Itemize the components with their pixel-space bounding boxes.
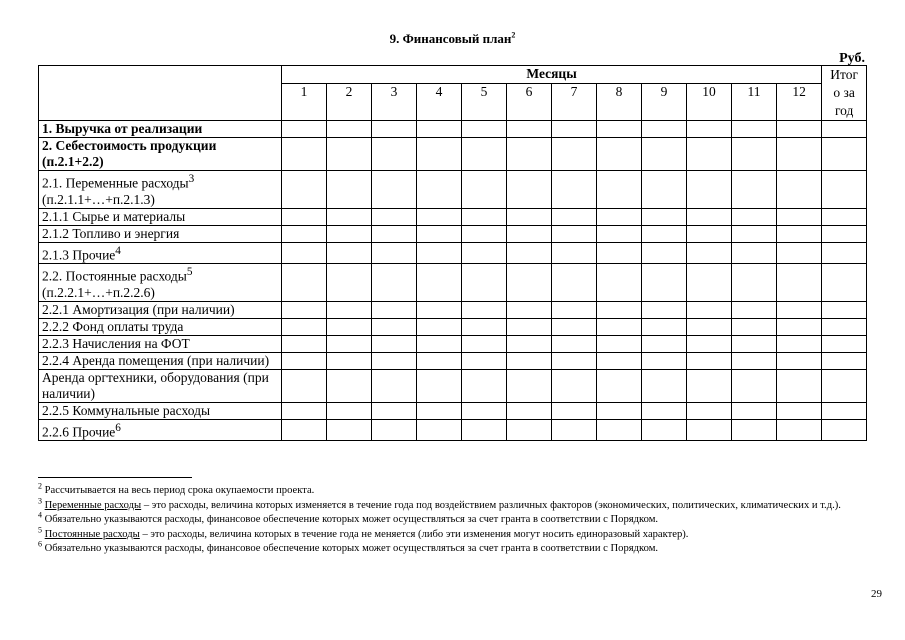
month-value-cell[interactable] <box>777 208 822 225</box>
month-value-cell[interactable] <box>777 419 822 441</box>
year-total-cell[interactable] <box>822 335 867 352</box>
table-row <box>39 225 867 242</box>
month-value-cell[interactable] <box>642 138 687 171</box>
month-value-cell[interactable] <box>687 264 732 302</box>
month-number-10: 10 <box>687 83 732 120</box>
month-number-12: 12 <box>777 83 822 120</box>
month-value-cell[interactable] <box>687 352 732 369</box>
month-value-cell[interactable] <box>372 264 417 302</box>
month-value-cell[interactable] <box>777 264 822 302</box>
month-value-cell[interactable] <box>552 264 597 302</box>
year-total-cell[interactable] <box>822 369 867 402</box>
year-total-cell[interactable] <box>822 121 867 138</box>
month-value-cell[interactable] <box>687 171 732 209</box>
table-row <box>39 301 867 318</box>
year-total-cell[interactable] <box>822 225 867 242</box>
month-value-cell[interactable] <box>642 318 687 335</box>
month-value-cell[interactable] <box>687 318 732 335</box>
month-value-cell[interactable] <box>597 171 642 209</box>
month-value-cell[interactable] <box>372 335 417 352</box>
month-value-cell[interactable] <box>462 138 507 171</box>
month-value-cell[interactable] <box>777 138 822 171</box>
month-value-cell[interactable] <box>777 369 822 402</box>
month-value-cell[interactable] <box>732 318 777 335</box>
month-value-cell[interactable] <box>507 208 552 225</box>
month-number-1: 1 <box>282 83 327 120</box>
month-value-cell[interactable] <box>642 208 687 225</box>
month-value-cell[interactable] <box>552 369 597 402</box>
month-value-cell[interactable] <box>372 138 417 171</box>
month-value-cell[interactable] <box>552 335 597 352</box>
row-label: 2.2.4 Аренда помещения (при наличии) <box>39 352 282 369</box>
month-number-9: 9 <box>642 83 687 120</box>
month-value-cell[interactable] <box>372 419 417 441</box>
row-label: 2.2.2 Фонд оплаты труда <box>39 318 282 335</box>
month-value-cell[interactable] <box>327 318 372 335</box>
month-value-cell[interactable] <box>417 352 462 369</box>
page-number: 29 <box>871 588 882 600</box>
month-value-cell[interactable] <box>417 318 462 335</box>
month-value-cell[interactable] <box>597 208 642 225</box>
month-value-cell[interactable] <box>732 402 777 419</box>
month-value-cell[interactable] <box>687 208 732 225</box>
month-value-cell[interactable] <box>732 138 777 171</box>
month-value-cell[interactable] <box>282 352 327 369</box>
month-value-cell[interactable] <box>687 225 732 242</box>
row-label: 2.2. Постоянные расходы$^5$ (п.2.2.1+…+п.2.2.6) <box>39 264 282 302</box>
month-value-cell[interactable] <box>732 352 777 369</box>
row-label: 2.2.3 Начисления на ФОТ <box>39 335 282 352</box>
month-value-cell[interactable] <box>507 225 552 242</box>
month-value-cell[interactable] <box>777 171 822 209</box>
month-value-cell[interactable] <box>597 402 642 419</box>
table-row <box>39 419 867 441</box>
row-label: 2.1.2 Топливо и энергия <box>39 225 282 242</box>
month-value-cell[interactable] <box>282 264 327 302</box>
table-row <box>39 402 867 419</box>
footnote-divider <box>38 477 192 478</box>
month-value-cell[interactable] <box>642 225 687 242</box>
month-number-5: 5 <box>462 83 507 120</box>
month-value-cell[interactable] <box>597 264 642 302</box>
footnotes <box>38 481 882 557</box>
month-value-cell[interactable] <box>327 335 372 352</box>
month-value-cell[interactable] <box>597 225 642 242</box>
month-value-cell[interactable] <box>732 171 777 209</box>
table-row <box>39 242 867 264</box>
year-total-cell[interactable] <box>822 242 867 264</box>
month-value-cell[interactable] <box>327 301 372 318</box>
month-value-cell[interactable] <box>327 242 372 264</box>
month-value-cell[interactable] <box>732 242 777 264</box>
month-value-cell[interactable] <box>687 402 732 419</box>
month-value-cell[interactable] <box>282 242 327 264</box>
month-value-cell[interactable] <box>327 225 372 242</box>
year-total-cell[interactable] <box>822 419 867 441</box>
footnote-6: $^6$ Обязательно указываются расходы, финансовое обеспечение которых может осуществляться за счет гранта в соответствии с Порядком. <box>38 539 659 555</box>
row-label: 2.1.1 Сырье и материалы <box>39 208 282 225</box>
month-value-cell[interactable] <box>417 121 462 138</box>
table-row <box>39 335 867 352</box>
month-value-cell[interactable] <box>507 171 552 209</box>
month-value-cell[interactable] <box>372 369 417 402</box>
table-row <box>39 138 867 171</box>
month-value-cell[interactable] <box>462 419 507 441</box>
currency-label: Руб. <box>839 51 865 66</box>
month-value-cell[interactable] <box>372 402 417 419</box>
month-value-cell[interactable] <box>327 369 372 402</box>
month-number-3: 3 <box>372 83 417 120</box>
month-value-cell[interactable] <box>327 121 372 138</box>
month-value-cell[interactable] <box>462 301 507 318</box>
month-value-cell[interactable] <box>777 335 822 352</box>
month-value-cell[interactable] <box>282 138 327 171</box>
month-value-cell[interactable] <box>372 242 417 264</box>
month-value-cell[interactable] <box>777 352 822 369</box>
month-value-cell[interactable] <box>597 318 642 335</box>
month-value-cell[interactable] <box>597 138 642 171</box>
month-value-cell[interactable] <box>732 121 777 138</box>
month-value-cell[interactable] <box>732 208 777 225</box>
month-value-cell[interactable] <box>372 171 417 209</box>
row-label: 2.1.3 Прочие$^4$ <box>39 242 282 264</box>
month-value-cell[interactable] <box>642 369 687 402</box>
month-value-cell[interactable] <box>552 242 597 264</box>
month-value-cell[interactable] <box>777 301 822 318</box>
month-value-cell[interactable] <box>732 225 777 242</box>
month-value-cell[interactable] <box>417 402 462 419</box>
month-value-cell[interactable] <box>732 301 777 318</box>
month-value-cell[interactable] <box>417 171 462 209</box>
month-value-cell[interactable] <box>642 402 687 419</box>
year-total-cell[interactable] <box>822 208 867 225</box>
month-value-cell[interactable] <box>327 171 372 209</box>
year-total-cell[interactable] <box>822 402 867 419</box>
month-value-cell[interactable] <box>552 352 597 369</box>
month-value-cell[interactable] <box>462 264 507 302</box>
month-value-cell[interactable] <box>507 242 552 264</box>
month-value-cell[interactable] <box>597 121 642 138</box>
month-value-cell[interactable] <box>777 242 822 264</box>
row-label: Аренда оргтехники, оборудования (при наличии) <box>39 369 282 402</box>
month-value-cell[interactable] <box>507 121 552 138</box>
month-value-cell[interactable] <box>372 301 417 318</box>
footnote-5: $^5$ Постоянные расходы – это расходы, величина которых в течение года не меняется (либо эти изменения могут носить единоразовый характер). <box>38 525 689 540</box>
month-value-cell[interactable] <box>777 121 822 138</box>
row-label: 2. Себестоимость продукции (п.2.1+2.2) <box>39 138 282 171</box>
month-value-cell[interactable] <box>417 208 462 225</box>
table-row <box>39 352 867 369</box>
table-row <box>39 208 867 225</box>
month-value-cell[interactable] <box>552 208 597 225</box>
month-value-cell[interactable] <box>462 208 507 225</box>
month-value-cell[interactable] <box>462 402 507 419</box>
row-label: 1. Выручка от реализации <box>39 121 282 138</box>
month-value-cell[interactable] <box>552 121 597 138</box>
month-value-cell[interactable] <box>687 369 732 402</box>
month-value-cell[interactable] <box>282 208 327 225</box>
month-value-cell[interactable] <box>552 171 597 209</box>
month-value-cell[interactable] <box>372 318 417 335</box>
month-value-cell[interactable] <box>597 242 642 264</box>
row-label: 2.2.1 Амортизация (при наличии) <box>39 301 282 318</box>
month-value-cell[interactable] <box>597 369 642 402</box>
table-row <box>39 318 867 335</box>
month-value-cell[interactable] <box>462 121 507 138</box>
month-value-cell[interactable] <box>282 225 327 242</box>
month-value-cell[interactable] <box>507 352 552 369</box>
year-total-cell[interactable] <box>822 301 867 318</box>
month-value-cell[interactable] <box>642 352 687 369</box>
month-value-cell[interactable] <box>462 335 507 352</box>
financial-plan-table <box>38 65 867 441</box>
month-value-cell[interactable] <box>417 419 462 441</box>
footnote-2: $^2$ Рассчитывается на весь период срока окупаемости проекта. <box>38 481 315 496</box>
month-value-cell[interactable] <box>417 264 462 302</box>
month-value-cell[interactable] <box>687 335 732 352</box>
month-value-cell[interactable] <box>642 419 687 441</box>
month-value-cell[interactable] <box>597 335 642 352</box>
month-value-cell[interactable] <box>462 225 507 242</box>
month-value-cell[interactable] <box>687 419 732 441</box>
table-row <box>39 369 867 402</box>
month-number-8: 8 <box>597 83 642 120</box>
month-value-cell[interactable] <box>327 138 372 171</box>
row-label: 2.1. Переменные расходы$^3$ (п.2.1.1+…+п.2.1.3) <box>39 171 282 209</box>
month-value-cell[interactable] <box>462 171 507 209</box>
month-value-cell[interactable] <box>507 369 552 402</box>
month-value-cell[interactable] <box>507 301 552 318</box>
month-value-cell[interactable] <box>372 225 417 242</box>
month-value-cell[interactable] <box>642 335 687 352</box>
footnote-3: $^3$ Переменные расходы – это расходы, величина которых изменяется в течение года под воздействием различных факторов (экономических, политических, климатических и т.д.). <box>38 496 841 511</box>
month-value-cell[interactable] <box>282 121 327 138</box>
month-value-cell[interactable] <box>417 138 462 171</box>
month-number-6: 6 <box>507 83 552 120</box>
month-value-cell[interactable] <box>372 208 417 225</box>
year-total-cell[interactable] <box>822 264 867 302</box>
month-value-cell[interactable] <box>327 402 372 419</box>
month-value-cell[interactable] <box>732 335 777 352</box>
month-value-cell[interactable] <box>507 264 552 302</box>
month-value-cell[interactable] <box>732 264 777 302</box>
month-value-cell[interactable] <box>282 301 327 318</box>
month-value-cell[interactable] <box>507 419 552 441</box>
month-value-cell[interactable] <box>642 242 687 264</box>
month-value-cell[interactable] <box>417 369 462 402</box>
month-value-cell[interactable] <box>462 352 507 369</box>
year-total-cell[interactable] <box>822 171 867 209</box>
item-header-cell <box>39 66 282 121</box>
footnote-4: $^4$ Обязательно указываются расходы, финансовое обеспечение которых может осуществляться за счет гранта в соответствии с Порядком. <box>38 510 659 526</box>
months-header: Месяцы <box>282 66 822 84</box>
month-value-cell[interactable] <box>417 335 462 352</box>
month-value-cell[interactable] <box>372 352 417 369</box>
table-row <box>39 121 867 138</box>
year-total-cell[interactable] <box>822 352 867 369</box>
month-value-cell[interactable] <box>597 352 642 369</box>
month-value-cell[interactable] <box>462 242 507 264</box>
month-value-cell[interactable] <box>507 318 552 335</box>
year-total-cell[interactable] <box>822 318 867 335</box>
month-value-cell[interactable] <box>552 402 597 419</box>
month-value-cell[interactable] <box>642 121 687 138</box>
month-value-cell[interactable] <box>507 402 552 419</box>
month-value-cell[interactable] <box>552 419 597 441</box>
month-value-cell[interactable] <box>282 369 327 402</box>
month-value-cell[interactable] <box>327 208 372 225</box>
month-value-cell[interactable] <box>597 419 642 441</box>
month-number-7: 7 <box>552 83 597 120</box>
month-value-cell[interactable] <box>282 318 327 335</box>
table-row <box>39 264 867 302</box>
month-value-cell[interactable] <box>507 335 552 352</box>
month-value-cell[interactable] <box>687 121 732 138</box>
month-value-cell[interactable] <box>552 318 597 335</box>
month-number-4: 4 <box>417 83 462 120</box>
month-value-cell[interactable] <box>732 369 777 402</box>
month-value-cell[interactable] <box>372 121 417 138</box>
month-value-cell[interactable] <box>417 242 462 264</box>
month-value-cell[interactable] <box>552 225 597 242</box>
month-number-2: 2 <box>327 83 372 120</box>
month-number-11: 11 <box>732 83 777 120</box>
month-value-cell[interactable] <box>507 138 552 171</box>
month-value-cell[interactable] <box>642 171 687 209</box>
year-total-header: Итог о за год <box>822 66 867 121</box>
row-label: 2.2.6 Прочие$^6$ <box>39 419 282 441</box>
month-value-cell[interactable] <box>687 301 732 318</box>
month-value-cell[interactable] <box>642 301 687 318</box>
month-value-cell[interactable] <box>282 419 327 441</box>
month-value-cell[interactable] <box>417 225 462 242</box>
months-header-row <box>39 66 867 84</box>
month-value-cell[interactable] <box>282 402 327 419</box>
month-value-cell[interactable] <box>777 402 822 419</box>
month-value-cell[interactable] <box>777 318 822 335</box>
month-value-cell[interactable] <box>417 301 462 318</box>
table-row <box>39 171 867 209</box>
row-label: 2.2.5 Коммунальные расходы <box>39 402 282 419</box>
month-value-cell[interactable] <box>552 138 597 171</box>
month-value-cell[interactable] <box>687 242 732 264</box>
month-value-cell[interactable] <box>777 225 822 242</box>
month-value-cell[interactable] <box>462 369 507 402</box>
month-value-cell[interactable] <box>327 352 372 369</box>
month-value-cell[interactable] <box>687 138 732 171</box>
month-value-cell[interactable] <box>552 301 597 318</box>
month-value-cell[interactable] <box>462 318 507 335</box>
month-value-cell[interactable] <box>282 171 327 209</box>
month-value-cell[interactable] <box>732 419 777 441</box>
month-value-cell[interactable] <box>327 419 372 441</box>
month-value-cell[interactable] <box>642 264 687 302</box>
year-total-cell[interactable] <box>822 138 867 171</box>
month-value-cell[interactable] <box>327 264 372 302</box>
page-title: 9. Финансовый план$^2$ <box>389 30 516 46</box>
month-value-cell[interactable] <box>282 335 327 352</box>
month-value-cell[interactable] <box>597 301 642 318</box>
